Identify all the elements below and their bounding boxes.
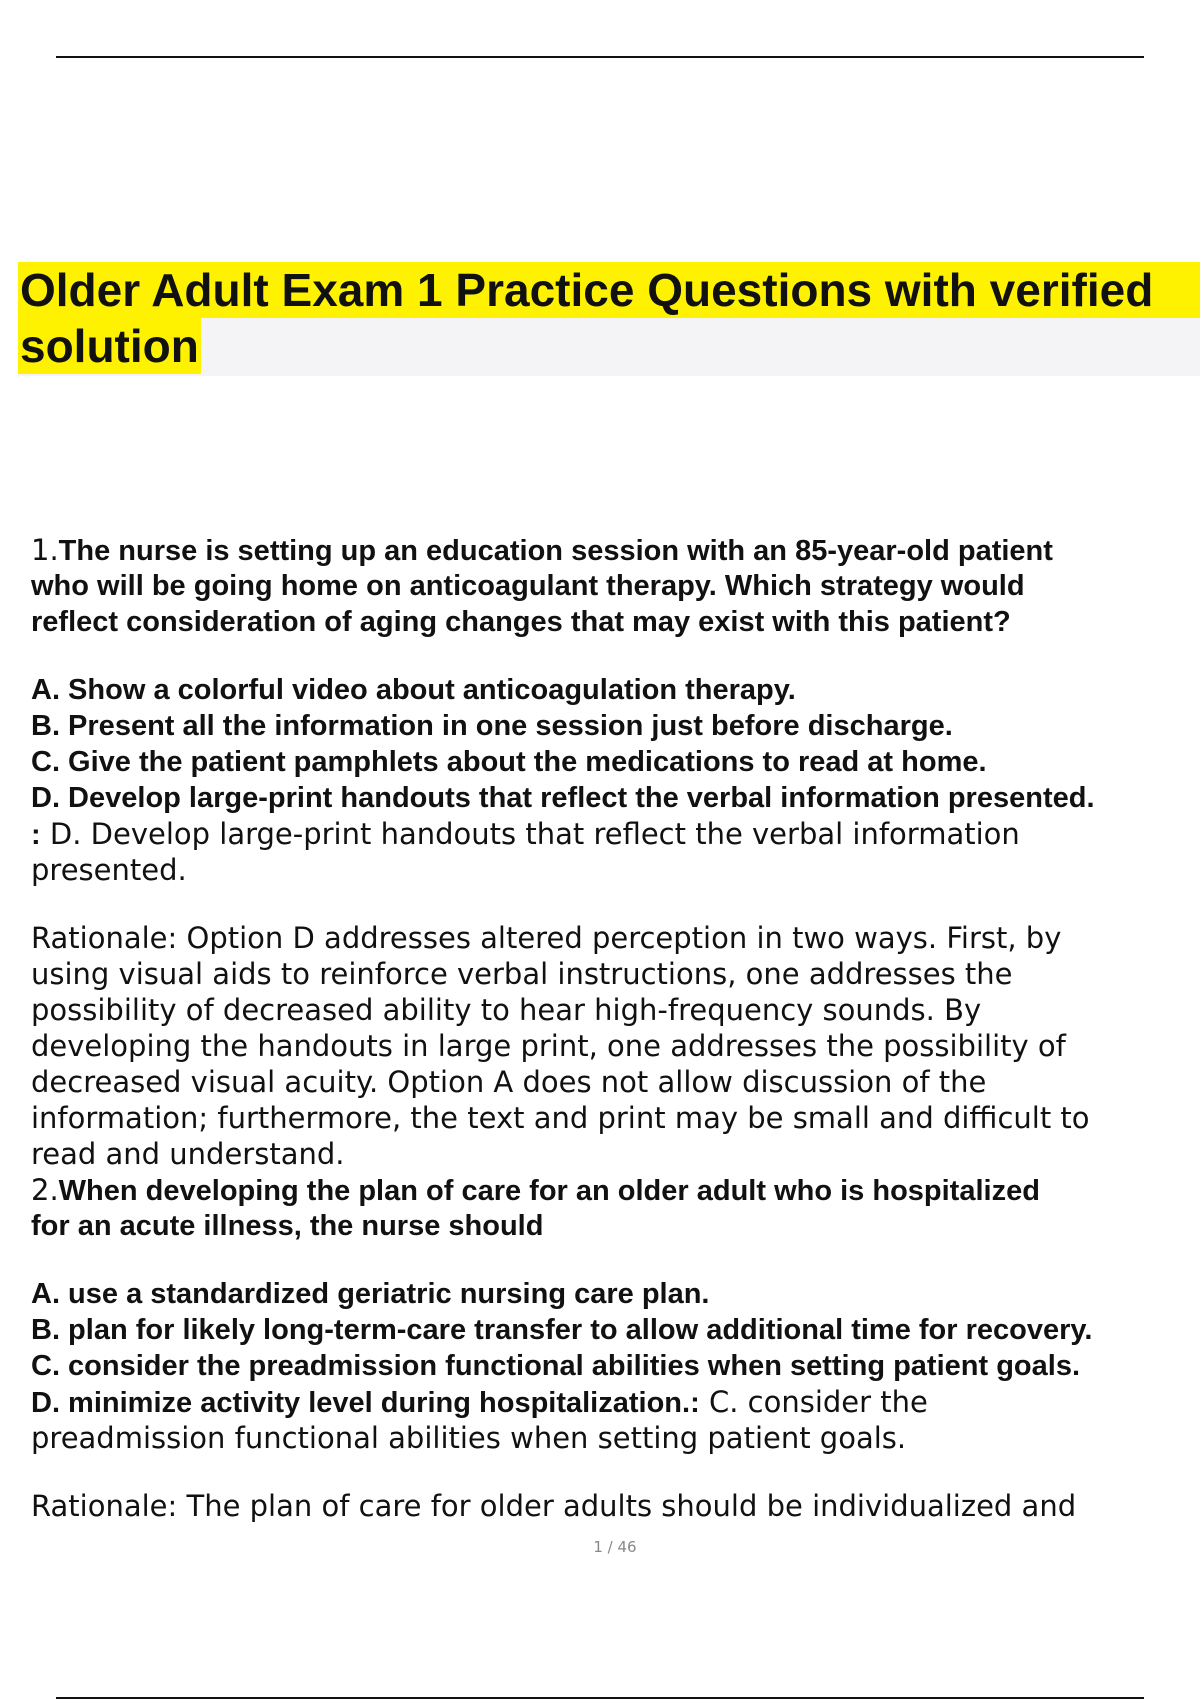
title-line-1: Older Adult Exam 1 Practice Questions with verified (18, 262, 1200, 318)
document-body (31, 532, 1200, 1524)
question-1-answer-line: presented. (31, 853, 187, 887)
question-1-rationale-line: Rationale: Option D addresses altered perception in two ways. First, by (31, 921, 1062, 955)
question-1-rationale-line: developing the handouts in large print, one addresses the possibility of (31, 1029, 1066, 1063)
document-title (18, 262, 1200, 376)
question-number: 1. (31, 533, 59, 567)
question-number: 2. (31, 1173, 59, 1207)
question-1-rationale-line: decreased visual acuity. Option A does not allow discussion of the (31, 1065, 987, 1099)
question-1-stem-line: reflect consideration of aging changes that may exist with this patient? (31, 606, 1011, 638)
question-2-stem-line: for an acute illness, the nurse should (31, 1210, 544, 1242)
page-number: 1 / 46 (593, 1538, 637, 1556)
spacer (31, 1244, 1200, 1276)
question-1-stem-line: 1.The nurse is setting up an education session with an 85-year-old patient (31, 533, 1053, 567)
spacer (31, 640, 1200, 672)
question-1-rationale-line: read and understand. (31, 1137, 345, 1171)
answer-text: D. Develop large-print handouts that reflect the verbal information (40, 817, 1020, 851)
question-1-answer-line (31, 816, 1200, 852)
answer-prefix: : (31, 819, 41, 851)
top-rule (56, 56, 1144, 58)
answer-text: C. consider the (699, 1385, 928, 1419)
question-2-option-a: A. use a standardized geriatric nursing care plan. (31, 1278, 710, 1310)
question-2-option-d: D. minimize activity level during hospitalization.: C. consider the (31, 1385, 928, 1419)
question-1-option-a: A. Show a colorful video about anticoagulation therapy. (31, 674, 796, 706)
spacer (31, 1456, 1200, 1488)
question-1-stem-line: who will be going home on anticoagulant therapy. Which strategy would (31, 570, 1025, 602)
spacer (31, 888, 1200, 920)
question-2 (31, 1172, 1200, 1524)
question-2-stem-line: 2.When developing the plan of care for an older adult who is hospitalized (31, 1173, 1040, 1207)
question-1-rationale-line: possibility of decreased ability to hear high-frequency sounds. By (31, 993, 982, 1027)
question-2-answer-line: preadmission functional abilities when setting patient goals. (31, 1421, 907, 1455)
question-2-option-c: C. consider the preadmission functional abilities when setting patient goals. (31, 1350, 1080, 1382)
question-1-rationale-line: using visual aids to reinforce verbal instructions, one addresses the (31, 957, 1013, 991)
question-1 (31, 532, 1200, 1172)
question-1-rationale-line: information; furthermore, the text and print may be small and difficult to (31, 1101, 1090, 1135)
bottom-rule (56, 1697, 1144, 1699)
title-line-2: solution (20, 320, 199, 372)
question-1-option-c: C. Give the patient pamphlets about the medications to read at home. (31, 746, 987, 778)
question-2-rationale-line: Rationale: The plan of care for older adults should be individualized and (31, 1489, 1077, 1523)
question-1-option-d: D. Develop large-print handouts that reflect the verbal information presented. (31, 782, 1095, 814)
question-2-option-b: B. plan for likely long-term-care transfer to allow additional time for recovery. (31, 1314, 1093, 1346)
question-1-option-b: B. Present all the information in one session just before discharge. (31, 710, 953, 742)
